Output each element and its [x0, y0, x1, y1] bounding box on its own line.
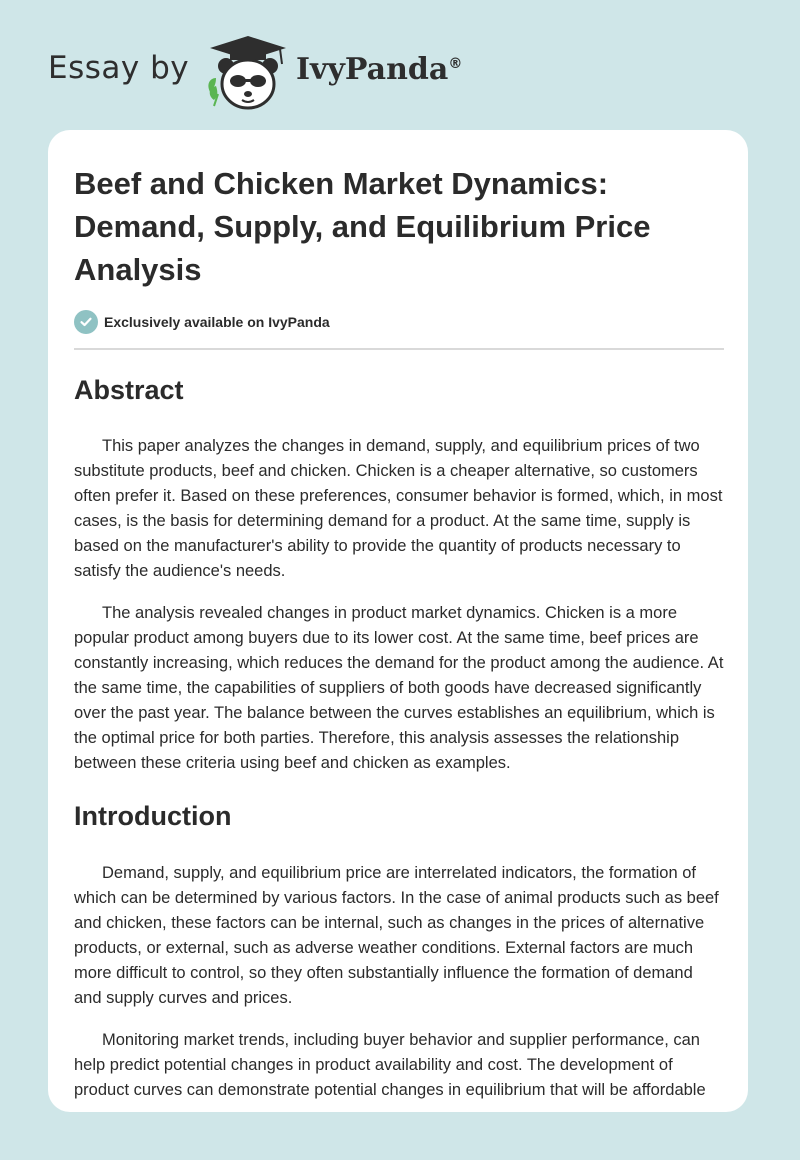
paragraph: Demand, supply, and equilibrium price are interrelated indicators, the formation of which can be determined by various factors. In the case of animal products such as beef and chicken, these factors can be internal, such as changes in the prices of alternative products, or external, such as adverse weather conditions. External factors are much more difficult to control, so they often substantially influence the formation of demand and supply curves and prices. — [74, 864, 719, 1007]
essay-content — [74, 162, 724, 1103]
paragraph: This paper analyzes the changes in demand, supply, and equilibrium prices of two substitute products, beef and chicken. Chicken is a cheaper alternative, so customers often prefer it. Based on these preferences, consumer behavior is formed, which, in most cases, is the basis for determining demand for a product. At the same time, supply is based on the manufacturer's ability to provide the quantity of products necessary to satisfy the audience's needs. — [74, 437, 723, 580]
section-heading: Introduction — [74, 801, 232, 831]
exclusive-badge — [74, 309, 724, 335]
divider — [74, 348, 724, 350]
exclusive-badge-text: Exclusively available on IvyPanda — [104, 314, 330, 330]
essay-by-label: Essay by — [48, 50, 190, 86]
check-circle-icon — [74, 310, 98, 334]
section-abstract — [74, 372, 724, 776]
registered-mark: ® — [448, 56, 463, 72]
paragraph: The analysis revealed changes in product market dynamics. Chicken is a more popular product among buyers due to its lower cost. At the same time, beef prices are constantly increasing, which reduces the demand for the product among the audience. At the same time, the capabilities of suppliers of both goods have decreased significantly over the past year. The balance between the curves establishes an equilibrium, which is the optimal price for both parties. Therefore, this analysis assesses the relationship between these criteria using beef and chicken as examples. — [74, 604, 724, 772]
essay-card — [48, 130, 748, 1112]
essay-title: Beef and Chicken Market Dynamics: Demand, Supply, and Equilibrium Price Analysis — [74, 166, 651, 287]
brand-header — [48, 34, 508, 114]
ivypanda-wordmark[interactable] — [296, 52, 462, 87]
paragraph: Monitoring market trends, including buyer behavior and supplier performance, can help predict potential changes in product availability and cost. The development of product curves can demonstrate potential changes in equilibrium that will be affordable — [74, 1031, 706, 1099]
brand-name: IvyPanda — [296, 52, 449, 87]
ivypanda-logo-icon[interactable] — [200, 34, 296, 114]
section-heading: Abstract — [74, 375, 184, 405]
section-introduction — [74, 798, 724, 1103]
